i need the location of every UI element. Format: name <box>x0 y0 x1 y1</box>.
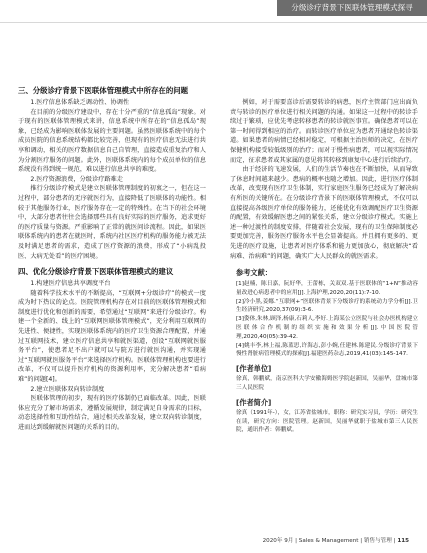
references-heading: 参考文献： <box>236 268 272 278</box>
section4-para2: 医联体管理的初步，现有的医疗体制仍已面临改革。因此，医联体应充分了解市场需求，遵循发展规律，制定满足自身需求的目标，动态选择性和互助性结合，通过相关改革发展，建立双向转诊制度，进而达到缓解就医问题的关系的目的。 <box>18 395 206 431</box>
section4-sub1: 1.构建医疗信息共享调度平台 <box>30 280 111 288</box>
right-para1: 例如，对于需要喜诊后需要转诊的病患，医疗主管部门应出面负责与转诊的医疗单位进行相关问题的沟通。如果这一过程中的转诊手续过于繁琐，应优先考虑转移患者的转诊就医事宜。确保患者可以在第一时间得到相应的治疗。而转诊医疗单位应为患者开通绿色转诊渠道。如果患者的病情已经相对稳定，可根据主治医师的决定，在医疗保健机构接受较低级别的治疗；而对于慢性病患者，可以视实际情况而定，征求患者或其家属的意见将其转移到康复中心进行后续治疗。 <box>230 99 418 164</box>
section4-sub2: 2.建立医联体双向转诊制度 <box>30 385 105 393</box>
author-unit-text: 徐真，韩鹏斌，南京医科大学安徽海姆医学院赵新国，吴丽华，盘城市第三人民医院 <box>236 376 418 392</box>
right-para2: 由于经济的飞速发展，人们的生活节奏也在不断加快，从而导致了休息时间越来越少。患病的概率也随之增加。因此，进行医疗体制改革，改变现有医疗卫生体制，实行家庭医生服务已经成为了解决病有所医的关键所在。在分级诊疗背景下的医联体管理模式，不仅可以直接提高各级医疗单位的服务能力，还能优化有效调配医疗卫生资源的配置，有效缓解医患之间的紧张关系，建立分级诊疗模式。实施上述一种过渡性的制度安排，伴随着社会发展，现有的卫生保障制度必要更加完善，服务医疗服务水平也会显著提高。并且拥有更多的、更先进的医疗设施，让患者对医疗体系和能力更加放心，彻底解决“看病难、治病难”的问题，确实广大人民群众的就医需求。 <box>230 166 418 260</box>
reference-item: [2]冷小黑,姜娜.“互联网+”医联体背景下分级诊疗的系统动力学分析[J].卫生经济研究,2020,37(09):3-6. <box>236 298 418 314</box>
page-footer <box>263 537 409 545</box>
author-unit-heading: [作者单位] <box>236 364 272 374</box>
page-header <box>0 0 427 23</box>
footer-journal: 2020年 9月 | Sales & Management | 销售与管理 | <box>262 538 396 544</box>
author-bio-heading: [作者简介] <box>236 397 272 407</box>
running-title: 分级诊疗背景下医联体管理模式探寻 <box>277 0 427 16</box>
reference-item: [1]赵楠，陈日嘉，阮好华，王蕾栋，关双双.基于医联体的“1+N”推动容量改进心病患者中的应用[J].上海护理,2020,20(11):7-10. <box>236 281 418 296</box>
section4-heading: 四、优化分级诊疗背景下医联体管理模式的建议 <box>18 267 174 277</box>
section3-sub1: 1.医疗信息体系缺乏调动性、协调性 <box>30 99 130 106</box>
author-bio-text: 徐真（1991年-），女，江苏省盐城市，职称：研究实习员，学历：研究生在读，研究方向：医院管理。赵新国，吴丽华就职于盐城市第三人民医院，通讯作者：韩鹏斌。 <box>236 409 418 434</box>
right-column <box>230 98 418 435</box>
section3-heading: 三、分级诊疗背景下医联体管理模式中所存在的问题 <box>18 86 188 95</box>
section4-para1: 随着科学技术水平的不断提高，“互联网+分级诊疗”的模式一度成为时下热议的论点。医院管理机构存在对目前的医联体管理模式和制度进行优化和创新的需要，希望通过“互联网”来进行分级诊疗。构建一个全新的、线上的“互联网医联体管理模式”，充分利用互联网的先进性、便捷性，实现医联体系统内的医疗卫生资源合理配置，并通过互联网技术，建立医疗信息共享和就医渠道，创设“互联网就医服务平台”，使患者足不出户就可以与院方进行就医沟通，并实现通过“互联网就医服务平台”来选择医疗机构。医联体管理机构也要进行改革，不仅可以提升医疗机构的资源利用率，充分解决患者“看病难”的问题[4]。 <box>18 289 206 384</box>
reference-item: [3]姿体,朱林,顾泽,杨康,石莉人,李好.上海某公立医院与社会办医机构建立医联体合作机制的组织实施和效果分析[J].中国医院管理,2020,40(05):39-42. <box>236 316 418 340</box>
page-number: 115 <box>397 538 409 544</box>
section3-para2: 推行分级诊疗模式是建立医联体管理制度的初衷之一，但在这一过程中，部分患者的无序就医行为，直接降低了医联体的功能性。相较于其他服务行业，医疗服务存在一定的特殊性。在当下的社会环境中，大部分患者往往会选择那些具有良好实际的医疗服务，追求更好的医疗质量与资源。严重影响了正常的就医问诊流程。因此，如果医联体系统内的患者在就医时，系统内社区医疗机构的服务能力被无法及时满足患者的需求，造成了医疗资源的浪费，形成了“小病乱投医、大病无处看”的医疗困境。 <box>18 185 206 260</box>
section3-para1: 在目前的分级医疗建设中，存在十分严重的“信息孤岛”现象。对于现有的医联体管理模式来讲，信息系统中所存在的“信息孤岛”现象，已经成为影响医联体发展的主要问题。虽然医联体系统中的每个成员医院的信息系统结构都比较完善，但现有的医疗信息无法进行共享和调动，相关的医疗数据信息自己自管理，直接造成重复治疗和人为分割医疗服务的问题。此外，医联体系统内的每个成员单位的信息系统没有得到统一规范，难以进行信息共享的难度。 <box>18 108 206 174</box>
section3-sub2: 2.医疗资源浪费，分级诊疗路难走 <box>30 175 123 183</box>
reference-item: [4]姚丰李,林上福,陈蓝思,许海志,彭小婉,任建林.陈建民.分级诊疗背景下慢性肾脏病管理模式的探索[J].福建医药杂志,2019,41(03):145-147. <box>236 342 418 358</box>
left-column <box>18 86 206 433</box>
